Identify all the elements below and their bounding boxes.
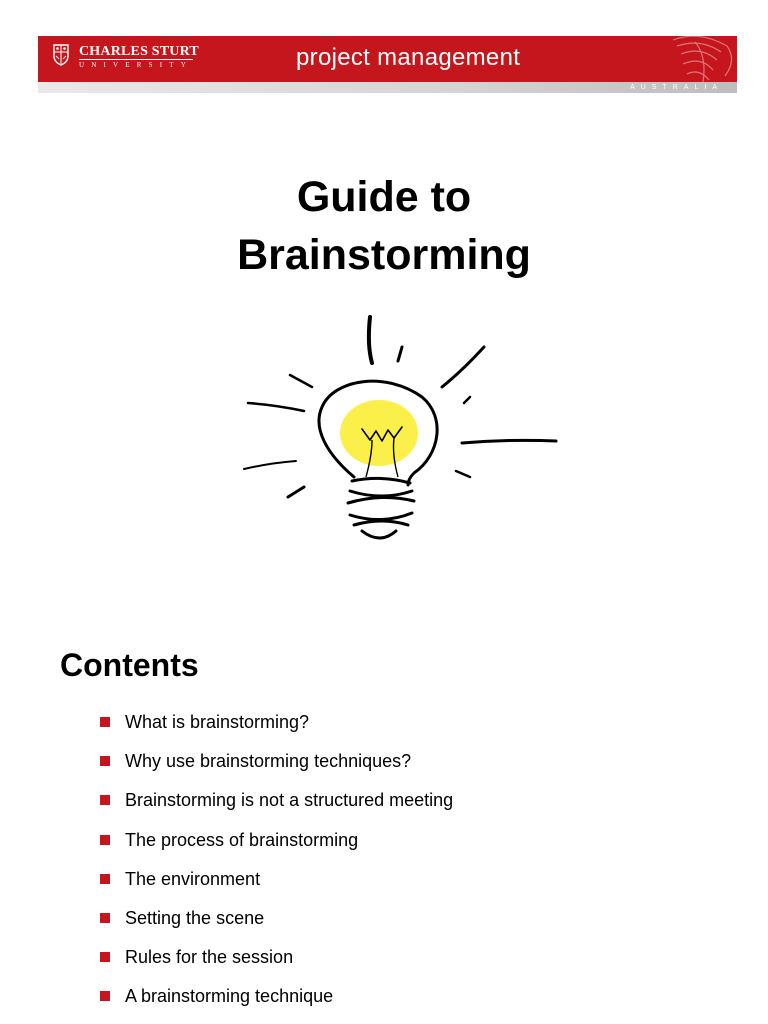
banner-title: project management (296, 44, 521, 71)
header-strip (38, 82, 737, 93)
square-bullet-icon (100, 874, 110, 884)
square-bullet-icon (100, 952, 110, 962)
list-item-text: The process of brainstorming (125, 829, 359, 850)
list-item-text: Rules for the session (125, 947, 294, 968)
title-line-2: Brainstorming (237, 231, 531, 279)
sturt-emblem-icon (667, 36, 737, 82)
list-item-text: The environment (125, 868, 261, 889)
country-label: AUSTRALIA (630, 84, 723, 91)
light-bulb-icon (230, 305, 570, 550)
logo-divider (79, 59, 193, 60)
square-bullet-icon (100, 717, 110, 727)
square-bullet-icon (100, 991, 110, 1001)
list-item-text: Brainstorming is not a structured meeting (125, 790, 454, 811)
logo-subtitle: UNIVERSITY (79, 61, 193, 69)
list-item-text: Why use brainstorming techniques? (125, 751, 412, 772)
list-item-text: What is brainstorming? (125, 712, 310, 732)
square-bullet-icon (100, 913, 110, 923)
list-item-text: Setting the scene (125, 907, 265, 928)
university-crest-icon (53, 44, 69, 66)
list-item-text: A brainstorming technique (125, 986, 334, 1007)
header-banner (38, 36, 737, 82)
title-line-1: Guide to (296, 173, 472, 221)
square-bullet-icon (100, 756, 110, 766)
contents-heading: Contents (60, 647, 199, 683)
square-bullet-icon (100, 835, 110, 845)
square-bullet-icon (100, 795, 110, 805)
document-title (0, 168, 768, 284)
logo-name: CHARLES STURT (79, 44, 199, 59)
